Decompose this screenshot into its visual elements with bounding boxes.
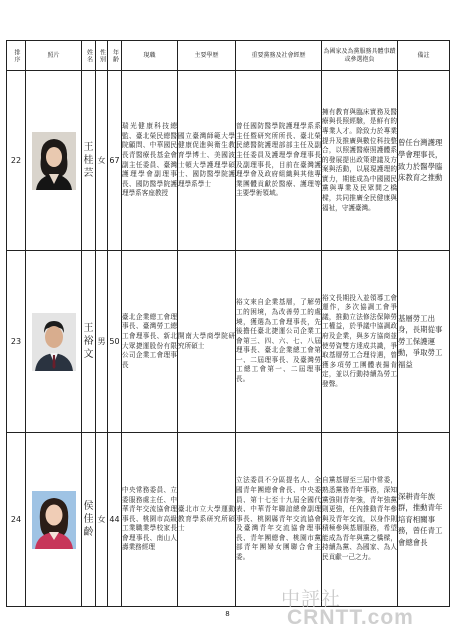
watermark-logo: [281, 584, 441, 630]
candidate-photo: [32, 132, 76, 190]
service-cell: 擁有教育與臨床實務及醫療與長照經驗，是鮮有的專業人才。除致力於專業提升及推廣與數位科技整合，以照護醫療照護體系的發展提出政策建議及方案與活動，以展現護理的實力，期能成為中國國民黨與專業及民眾間之橋樑，共同推廣全民健康與福祉，守護臺灣。: [322, 71, 398, 251]
experience-cell: 立法委員不分區提名人、全國青年團總會會長、中央委員、第十七至十九屆全國代表、中華青年聯誼總會副理事長、桃園縣青年交流協會及臺灣青年交流協會理事長、青年團總會、桃園市黨部青年團婦女團聯合會主委。: [236, 433, 322, 607]
name-cell: 王裕文: [82, 251, 96, 433]
experience-cell: 裕文來自企業基層，了解勞工的困境，為改善勞工的處境，獲選為工會理事長，先後擔任臺北捷運公司企業工會第三、四、六、七、八屆理事長、臺北企業總工會第一、二屆理事長、及臺灣勞工總工會第一、二屆理事長。: [236, 251, 322, 433]
header-age: 年齡: [108, 41, 122, 71]
seq-cell: 23: [7, 251, 26, 433]
photo-cell: [26, 251, 82, 433]
experience-cell: 曾任國防醫學院護理學系系主任暨研究所所長、臺北榮民總醫院護理部部主任及副主任委員及護理學會理事長及副理事長，目前在臺灣護理學會及政府組織與其他專業團體貢獻於醫療、護理等主要學術領域。: [236, 71, 322, 251]
header-row: [7, 41, 450, 71]
gender-cell: 男: [96, 251, 108, 433]
header-name: 姓名: [82, 41, 96, 71]
seq-cell: 22: [7, 71, 26, 251]
note-cell: 曾任台灣護理學會理事長，致力於醫學臨床教育之推動: [398, 71, 450, 251]
table-row: [7, 71, 450, 251]
current-cell: 臺北企業總工會理事長、臺灣勞工總工會理事長、新北大眾捷運股份有限公司企業工會理事長: [122, 251, 178, 433]
current-cell: 中央常務委員、立委服務處主任、中華青年交流協會理事長、桃園市高級工業職業學校家長會理事長、南山人壽業務經理: [122, 433, 178, 607]
education-cell: 開南大學商學院研究所碩士: [178, 251, 236, 433]
name-cell: 王桂芸: [82, 71, 96, 251]
watermark-url: CRNTT.com: [287, 606, 414, 629]
name-cell: 侯佳齡: [82, 433, 96, 607]
header-current: 現職: [122, 41, 178, 71]
age-cell: 44: [108, 433, 122, 607]
photo-cell: [26, 71, 82, 251]
header-service: 為國家及為黨服務具體事蹟或參選抱負: [322, 41, 398, 71]
candidate-photo: [32, 491, 76, 549]
seq-cell: 24: [7, 433, 26, 607]
header-gender: 性別: [96, 41, 108, 71]
note-cell: 基層勞工出身，長期從事勞工保護運動，爭取勞工福益: [398, 251, 450, 433]
candidate-table: [6, 40, 450, 607]
service-cell: 自黨基層至三屆中常委，熟悉黨務青年事務，深知黨強則青年強，青年強黨則更強，任內推動青年參與及青年交流，以身作則積極參與基層服務，希望能成為青年與黨之橋樑，持續為黨、為國家、為人民貢獻一己之力。: [322, 433, 398, 607]
age-cell: 67: [108, 71, 122, 251]
current-cell: 瑞光健康科技總監、臺北榮民總醫院顧問、中華國民長青醫療長基金會副主任委員、臺灣護理學會副理事長、國防醫學院護理學系客座教授: [122, 71, 178, 251]
header-experience: 重要黨務及社會經歷: [236, 41, 322, 71]
header-education: 主要學歷: [178, 41, 236, 71]
service-cell: 裕文長期投入並領導工會運作，多次協調工會爭議，推動立法修法保障勞工權益，於爭議中協調政府及企業，與多方協商並使勞資雙方達成共識，爭取基層勞工合理待遇，曾獲多項勞工團體表揚肯定，並以行動持續為勞工發聲。: [322, 251, 398, 433]
table-row: [7, 251, 450, 433]
candidate-photo: [32, 313, 76, 371]
table-row: [7, 433, 450, 607]
header-photo: 照片: [26, 41, 82, 71]
header-note: 備註: [398, 41, 450, 71]
note-cell: 深耕青年族群，推動青年培育相關事務，曾任青工會總會長: [398, 433, 450, 607]
education-cell: 臺北市立大學運動教育學系研究所碩士: [178, 433, 236, 607]
gender-cell: 女: [96, 433, 108, 607]
photo-cell: [26, 433, 82, 607]
gender-cell: 女: [96, 71, 108, 251]
page-number: 8: [225, 610, 230, 618]
watermark-mark: 中評社: [281, 588, 342, 610]
education-cell: 國立臺灣師範大學健康促進與衛生教育學博士、美國波士頓大學護理學碩士、國防醫學院護理學系學士: [178, 71, 236, 251]
header-seq: 排序: [7, 41, 26, 71]
age-cell: 50: [108, 251, 122, 433]
